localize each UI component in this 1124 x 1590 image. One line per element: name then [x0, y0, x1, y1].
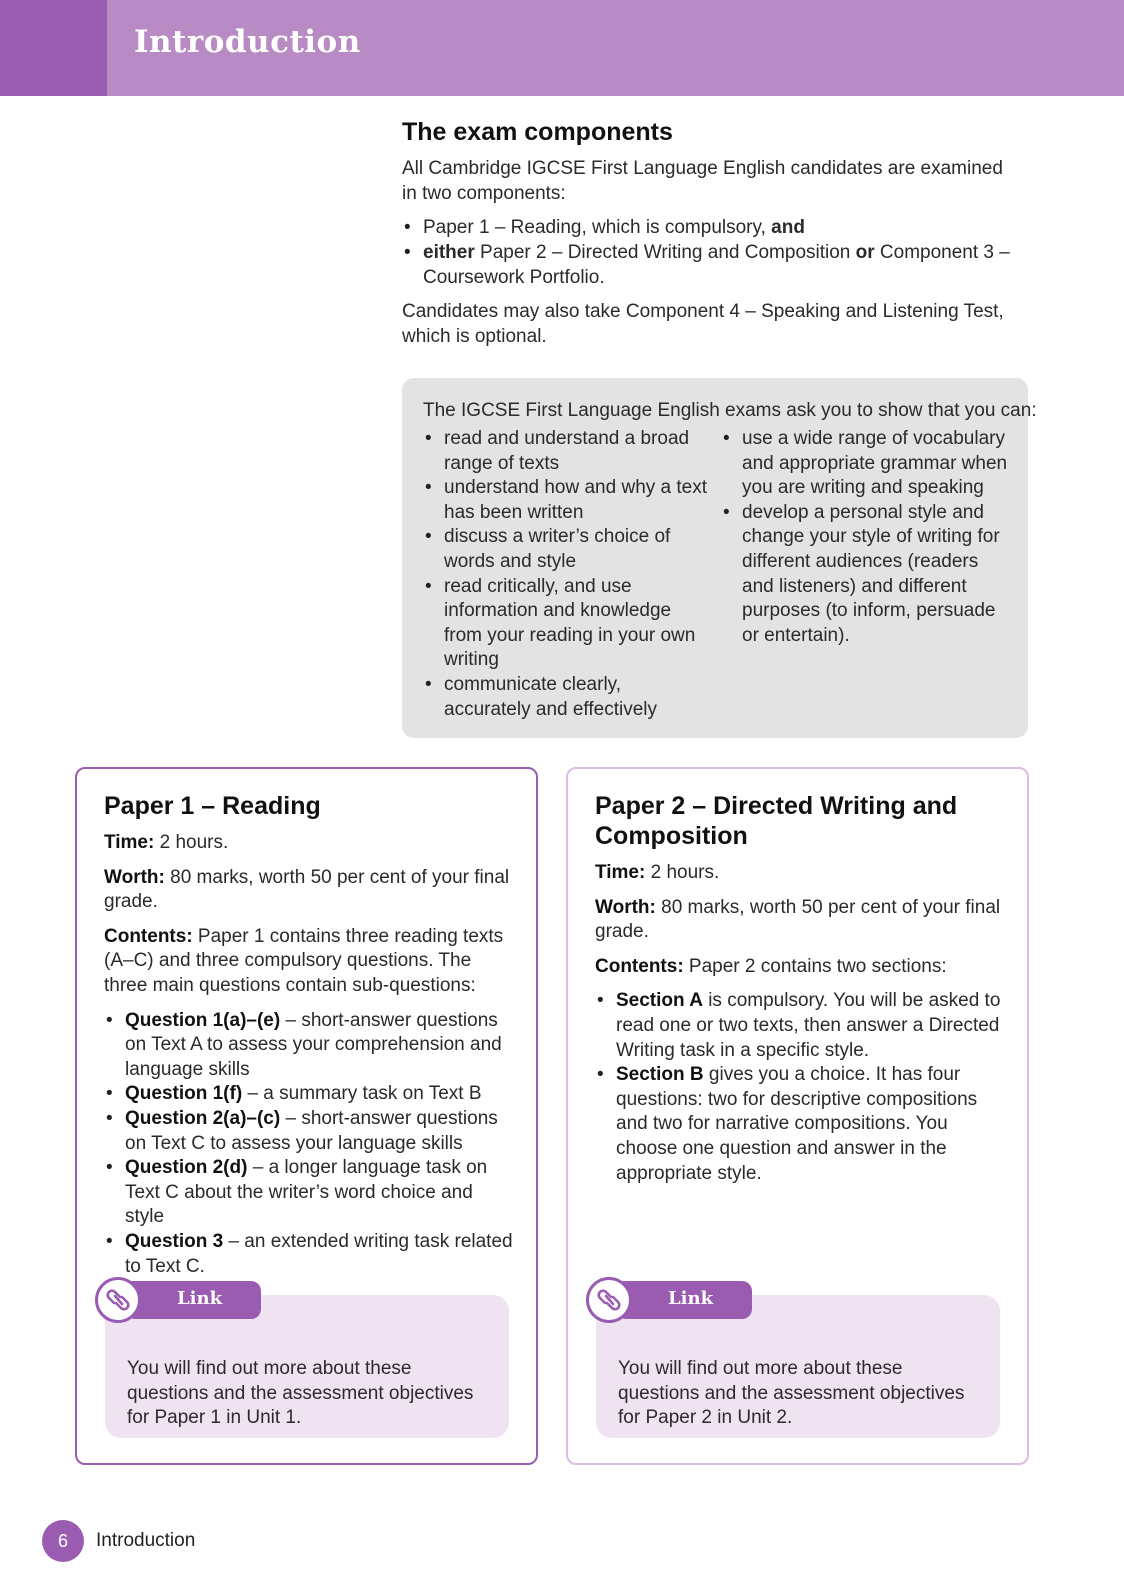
paper-2-title: Paper 2 – Directed Writing and Composition	[595, 792, 958, 850]
list-item: • read and understand a broad range of texts	[423, 427, 711, 476]
skills-intro: The IGCSE First Language English exams ask you to show that you can:	[423, 400, 1037, 421]
optional-component-note: Candidates may also take Component 4 – Speaking and Listening Test, which is optional.	[402, 301, 1004, 347]
list-item: • Question 2(d) – a longer language task on Text C about the writer’s word choice and style	[104, 1156, 514, 1230]
list-item: • use a wide range of vocabulary and appropriate grammar when you are writing and speaking	[721, 427, 1011, 501]
page-number: 6	[42, 1520, 84, 1562]
link-label: Link	[177, 1288, 223, 1309]
list-item: • read critically, and use information and knowledge from your reading in your own writing	[423, 575, 711, 673]
page-title: Introduction	[134, 24, 361, 60]
paper-2-link-box	[596, 1288, 1000, 1438]
paper-1-link-text: You will find out more about these questions and the assessment objectives for Paper 1 in Unit 1.	[127, 1358, 474, 1429]
paper-1-time: Time: 2 hours.	[104, 832, 229, 853]
paper-1-contents: Contents: Paper 1 contains three reading texts (A–C) and three compulsory questions. The three main questions contain sub-questions:	[104, 925, 504, 996]
paper-2-contents: Contents: Paper 2 contains two sections:	[595, 955, 947, 977]
skills-list-right	[721, 427, 1011, 648]
paper-2-link-text: You will find out more about these questions and the assessment objectives for Paper 2 in Unit 2.	[618, 1358, 965, 1429]
list-item: • communicate clearly, accurately and effectively	[423, 673, 711, 722]
link-icon	[586, 1277, 632, 1323]
skills-list-left	[423, 427, 711, 722]
paper-1-title: Paper 1 – Reading	[104, 792, 321, 820]
paper-2-time: Time: 2 hours.	[595, 862, 720, 883]
exam-components-section	[402, 118, 1012, 349]
list-item: • develop a personal style and change your style of writing for different audiences (readers and listeners) and different purposes (to inform, persuade or entertain).	[721, 501, 1011, 649]
skills-box	[402, 378, 1037, 738]
list-item: • Question 2(a)–(c) – short-answer questions on Text C to assess your language skills	[104, 1107, 514, 1156]
link-tab	[616, 1281, 752, 1319]
list-item: • Section A is compulsory. You will be asked to read one or two texts, then answer a Directed Writing task in a specific style.	[595, 989, 1005, 1063]
paper-2-card	[566, 767, 1029, 1465]
paper-2-sections	[595, 989, 1005, 1186]
link-label: Link	[668, 1288, 714, 1309]
list-item: • discuss a writer’s choice of words and style	[423, 525, 711, 574]
list-item: • Question 1(a)–(e) – short-answer questions on Text A to assess your comprehension and language skills	[104, 1009, 514, 1083]
exam-components-lead: All Cambridge IGCSE First Language English candidates are examined in two components:	[402, 158, 1003, 204]
list-item: • Question 3 – an extended writing task related to Text C.	[104, 1230, 514, 1279]
paper-1-link-box	[105, 1288, 509, 1438]
list-item: • understand how and why a text has been written	[423, 476, 711, 525]
components-list	[402, 215, 1012, 290]
paper-2-worth: Worth: 80 marks, worth 50 per cent of your final grade.	[595, 896, 1001, 943]
list-item: • Paper 1 – Reading, which is compulsory, and	[402, 215, 1012, 240]
list-item: • Section B gives you a choice. It has four questions: two for descriptive compositions and two for narrative compositions. You choose one question and answer in the appropriate style.	[595, 1063, 1005, 1186]
paper-1-card	[75, 767, 538, 1465]
footer-section-label: Introduction	[96, 1530, 196, 1551]
header-banner	[0, 0, 1124, 96]
paper-1-questions	[104, 1009, 514, 1280]
link-icon	[95, 1277, 141, 1323]
header-accent-block	[0, 0, 107, 96]
link-tab	[125, 1281, 261, 1319]
exam-components-heading: The exam components	[402, 118, 673, 146]
paper-1-worth: Worth: 80 marks, worth 50 per cent of your final grade.	[104, 866, 510, 913]
list-item: • either Paper 2 – Directed Writing and Composition or Component 3 – Coursework Portfolio.	[402, 240, 1012, 290]
list-item: • Question 1(f) – a summary task on Text B	[104, 1082, 514, 1107]
